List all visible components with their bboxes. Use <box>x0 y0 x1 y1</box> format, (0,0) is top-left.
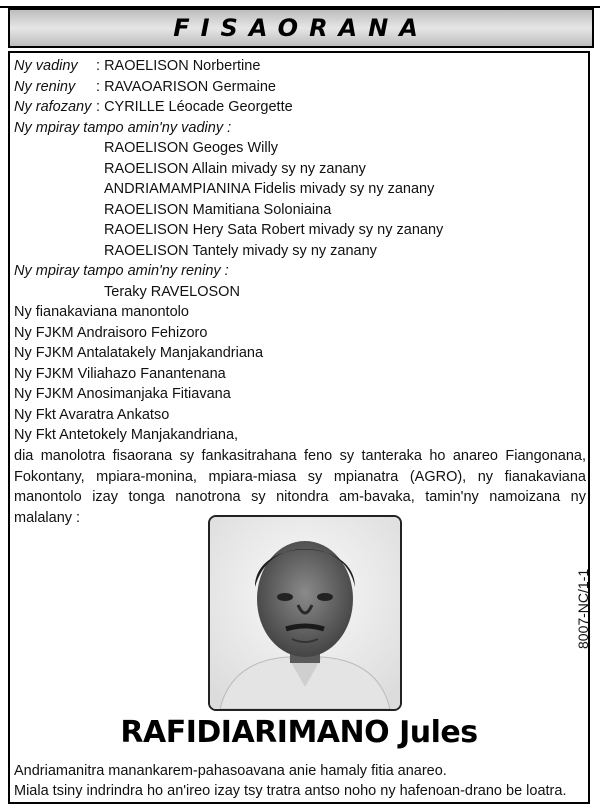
rafozany-label: Ny rafozany <box>14 99 92 115</box>
portrait-photo <box>208 515 402 711</box>
reniny-line: Ny reniny : RAVAOARISON Germaine <box>14 79 276 95</box>
siblings-mother-heading: Ny mpiray tampo amin'ny reniny : <box>14 263 229 279</box>
portrait-image <box>210 517 400 709</box>
thanks-paragraph: dia manolotra fisaorana sy fankasitrahana feno sy tanteraka ho anareo Fiangonana, Fokontany, mpiara-monina, mpiara-miasa sy mpianatra (AGRO), ny fianakaviana manontolo izay tonga nanotrona sy nitondra am-bavaka, tamin'ny namoizana ny malalany : <box>14 448 586 526</box>
page-title: FISAORANA <box>173 14 429 42</box>
top-rule <box>0 0 600 8</box>
group-item: Ny FJKM Antalatakely Manjakandriana <box>14 345 264 361</box>
group-item: Ny Fkt Avaratra Ankatso <box>14 407 170 423</box>
rafozany-line: Ny rafozany : CYRILLE Léocade Georgette <box>14 99 293 115</box>
deceased-name: RAFIDIARIMANO Jules <box>120 715 478 750</box>
group-item: Ny Fkt Antetokely Manjakandriana, <box>14 427 239 443</box>
reniny-label: Ny reniny <box>14 79 76 95</box>
group-item: Ny FJKM Anosimanjaka Fitiavana <box>14 386 231 402</box>
closing-line: Miala tsiny indrindra ho an'ireo izay tsy tratra antso noho ny hafenoan-drano be loatra. <box>14 783 567 799</box>
vadiny-label: Ny vadiny <box>14 58 78 74</box>
group-item: Ny fianakaviana manontolo <box>14 304 189 320</box>
vadiny-line: Ny vadiny : RAOELISON Norbertine <box>14 58 261 74</box>
sibling-husband-item: RAOELISON Allain mivady sy ny zanany <box>104 161 366 177</box>
vadiny-name: RAOELISON Norbertine <box>104 58 261 74</box>
reniny-name: RAVAOARISON Germaine <box>104 79 276 95</box>
sibling-husband-item: ANDRIAMAMPIANINA Fidelis mivady sy ny zanany <box>104 181 435 197</box>
sibling-husband-item: RAOELISON Mamitiana Soloniaina <box>104 202 332 218</box>
rafozany-name: CYRILLE Léocade Georgette <box>104 99 293 115</box>
sibling-mother-item: Teraky RAVELOSON <box>104 284 240 300</box>
siblings-husband-heading: Ny mpiray tampo amin'ny vadiny : <box>14 120 232 136</box>
sibling-husband-item: RAOELISON Tantely mivady sy ny zanany <box>104 243 377 259</box>
header-banner <box>8 8 594 48</box>
sibling-husband-item: RAOELISON Hery Sata Robert mivady sy ny zanany <box>104 222 444 238</box>
sibling-husband-item: RAOELISON Geoges Willy <box>104 140 279 156</box>
reference-code: 8007-NC/1-1 <box>575 568 591 649</box>
closing-line: Andriamanitra manankarem-pahasoavana anie hamaly fitia anareo. <box>14 763 447 779</box>
group-item: Ny FJKM Andraisoro Fehizoro <box>14 325 208 341</box>
group-item: Ny FJKM Viliahazo Fanantenana <box>14 366 226 382</box>
notice-body <box>8 51 590 804</box>
